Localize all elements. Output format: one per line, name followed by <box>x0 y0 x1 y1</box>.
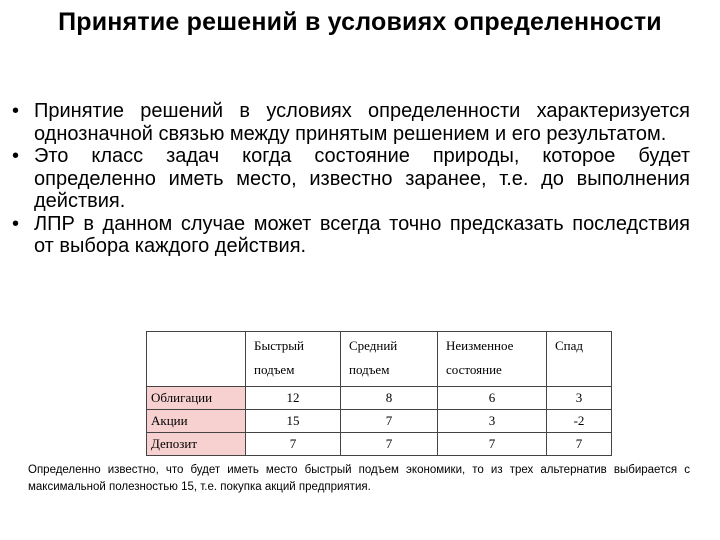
bullet-icon: • <box>12 100 20 122</box>
header-line <box>555 362 611 386</box>
bullet-text: Принятие решений в условиях определенности характеризуется однозначной связью между принятым решением и его результатом. <box>34 100 690 145</box>
table-header-cell <box>341 332 438 387</box>
table-cell: 8 <box>341 387 438 410</box>
header-line: Быстрый <box>254 338 305 353</box>
row-label: Облигации <box>147 387 246 410</box>
table-cell: 7 <box>438 433 547 456</box>
header-line: подъем <box>254 362 295 377</box>
table-header-cell <box>547 332 612 387</box>
bullet-text: Это класс задач когда состояние природы, которое будет определенно иметь место, известно заранее, т.е. до выполнения действия. <box>34 145 690 212</box>
table-header-cell <box>246 332 341 387</box>
decision-table <box>146 331 612 456</box>
slide-title: Принятие решений в условиях определенности <box>58 8 662 36</box>
row-label: Депозит <box>147 433 246 456</box>
bullet-item <box>10 100 690 145</box>
table-cell: 6 <box>438 387 547 410</box>
table-cell: 3 <box>547 387 612 410</box>
table-cell: 12 <box>246 387 341 410</box>
bullet-list <box>10 100 690 258</box>
table-cell: 7 <box>246 433 341 456</box>
bullet-item <box>10 145 690 213</box>
table-header-cell <box>438 332 547 387</box>
table-cell: 7 <box>547 433 612 456</box>
bullet-icon: • <box>12 145 20 167</box>
table-row <box>147 410 612 433</box>
table-header-row <box>147 332 612 387</box>
table-row <box>147 433 612 456</box>
table-cell: -2 <box>547 410 612 433</box>
header-line: Спад <box>555 338 584 353</box>
table-cell: 15 <box>246 410 341 433</box>
table-cell: 3 <box>438 410 547 433</box>
header-line: состояние <box>446 362 502 377</box>
table-corner-cell <box>147 332 246 387</box>
footer-note: Определенно известно, что будет иметь место быстрый подъем экономики, то из трех альтернатив выбирается с максимальной полезностью 15, т.е. покупка акций предприятия. <box>28 464 690 493</box>
header-line: подъем <box>349 362 390 377</box>
header-line: Средний <box>349 338 398 353</box>
table-cell: 7 <box>341 433 438 456</box>
table-cell: 7 <box>341 410 438 433</box>
table-row <box>147 387 612 410</box>
header-line: Неизменное <box>446 338 514 353</box>
bullet-text: ЛПР в данном случае может всегда точно предсказать последствия от выбора каждого действия. <box>34 212 690 257</box>
bullet-item <box>10 213 690 258</box>
bullet-icon: • <box>12 212 20 235</box>
row-label: Акции <box>147 410 246 433</box>
